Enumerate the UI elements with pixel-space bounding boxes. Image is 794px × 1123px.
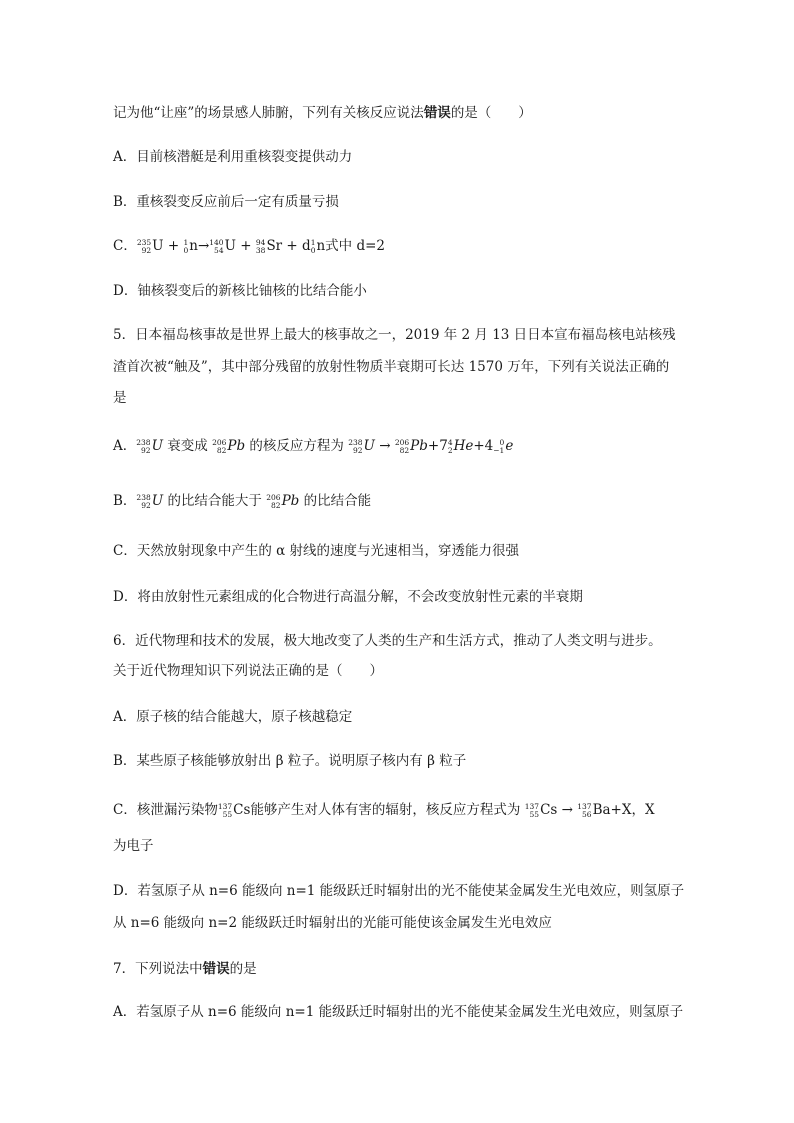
q4-option-b: B．重核裂变反应前后一定有质量亏损 [113, 194, 339, 210]
q5-option-c: C．天然放射现象中产生的 α 射线的速度与光速相当，穿透能力很强 [113, 543, 520, 559]
q5-stem-line-1: 5．日本福岛核事故是世界上最大的核事故之一，2019 年 2 月 13 日日本宣布福岛核电站核残 [113, 327, 676, 343]
nuclide-u140: 140 54 [209, 237, 224, 255]
q4-stem-emphasis: 错误 [423, 105, 451, 121]
q4-option-d: D．铀核裂变后的新核比铀核的比结合能小 [113, 283, 367, 299]
nuclide-u238-b: 238 92 [136, 492, 151, 510]
nuclide-neutron-2: 1 0 [310, 237, 316, 255]
q6-option-c: C．核泄漏污染物 137 55 Cs能够产生对人体有害的辐射，核反应方程式为 137 55 Cs → 137 56 Ba+X，X [113, 801, 655, 819]
q7-stem-emphasis: 错误 [202, 961, 230, 977]
nuclide-pb206: 206 82 [212, 437, 227, 455]
nuclide-pb206-eq: 206 82 [394, 437, 410, 455]
nuclide-he4: 4 2 [447, 437, 453, 455]
q5-stem-line-2: 渣首次被“触及”，其中部分残留的放射性物质半衰期可长达 1570 万年，下列有关说法正确的 [113, 359, 670, 375]
nuclide-u235: 235 92 [136, 237, 152, 255]
q6-stem-line-2: 关于近代物理知识下列说法正确的是（ ） [113, 663, 383, 679]
q6-option-b: B．某些原子核能够放射出 β 粒子。说明原子核内有 β 粒子 [113, 753, 467, 769]
q6-option-c-line-2: 为电子 [113, 838, 154, 854]
q6-option-d-line-2: 从 n=6 能级向 n=2 能级跃迁时辐射出的光能可能使该金属发生光电效应 [113, 915, 552, 931]
nuclide-pb206-b: 206 82 [266, 492, 281, 510]
nuclide-u238-eq: 238 92 [348, 437, 363, 455]
nuclide-cs137-eq: 137 55 [524, 801, 540, 819]
q4-option-c: C． 235 92 U + 1 0 n→ 140 54 U + 94 38 Sr + d 1 0 n式中 d=2 [113, 237, 386, 255]
q4-option-c-label: C． [113, 238, 137, 254]
q7-stem: 7．下列说法中错误的是 [113, 961, 257, 977]
q4-stem [113, 104, 683, 122]
q6-option-a: A．原子核的结合能越大，原子核越稳定 [113, 709, 353, 725]
q5-option-d: D．将由放射性元素组成的化合物进行高温分解，不会改变放射性元素的半衰期 [113, 589, 583, 605]
q5-option-a: A． 238 92 U 衰变成 206 82 Pb 的核反应方程为 238 92 U → 206 82 Pb+7 4 2 He+4 0 −1 e [113, 437, 514, 455]
nuclide-cs137: 137 55 [217, 801, 233, 819]
q6-option-d-line-1: D．若氢原子从 n=6 能级向 n=1 能级跃迁时辐射出的光不能使某金属发生光电效应，则氢原子 [113, 883, 685, 899]
q7-option-a-line-1: A．若氢原子从 n=6 能级向 n=1 能级跃迁时辐射出的光不能使某金属发生光电效应，则氢原子 [113, 1004, 684, 1020]
nuclide-sr94: 94 38 [255, 237, 266, 255]
nuclide-neutron: 1 0 [183, 237, 189, 255]
nuclide-ba137: 137 56 [577, 801, 592, 819]
q5-option-b: B． 238 92 U 的比结合能大于 206 82 Pb 的比结合能 [113, 492, 372, 510]
q4-stem-text: 记为他“让座”的场景感人肺腑，下列有关核反应说法 [113, 105, 424, 121]
q6-stem-line-1: 6．近代物理和技术的发展，极大地改变了人类的生产和生活方式，推动了人类文明与进步。 [113, 633, 662, 649]
q5-stem-line-3: 是 [113, 390, 127, 406]
nuclide-u238: 238 92 [136, 437, 151, 455]
q4-stem-tail: 的是（ ） [450, 105, 532, 121]
q4-option-a: A．目前核潜艇是利用重核裂变提供动力 [113, 149, 353, 165]
particle-electron: 0 −1 [493, 437, 505, 455]
